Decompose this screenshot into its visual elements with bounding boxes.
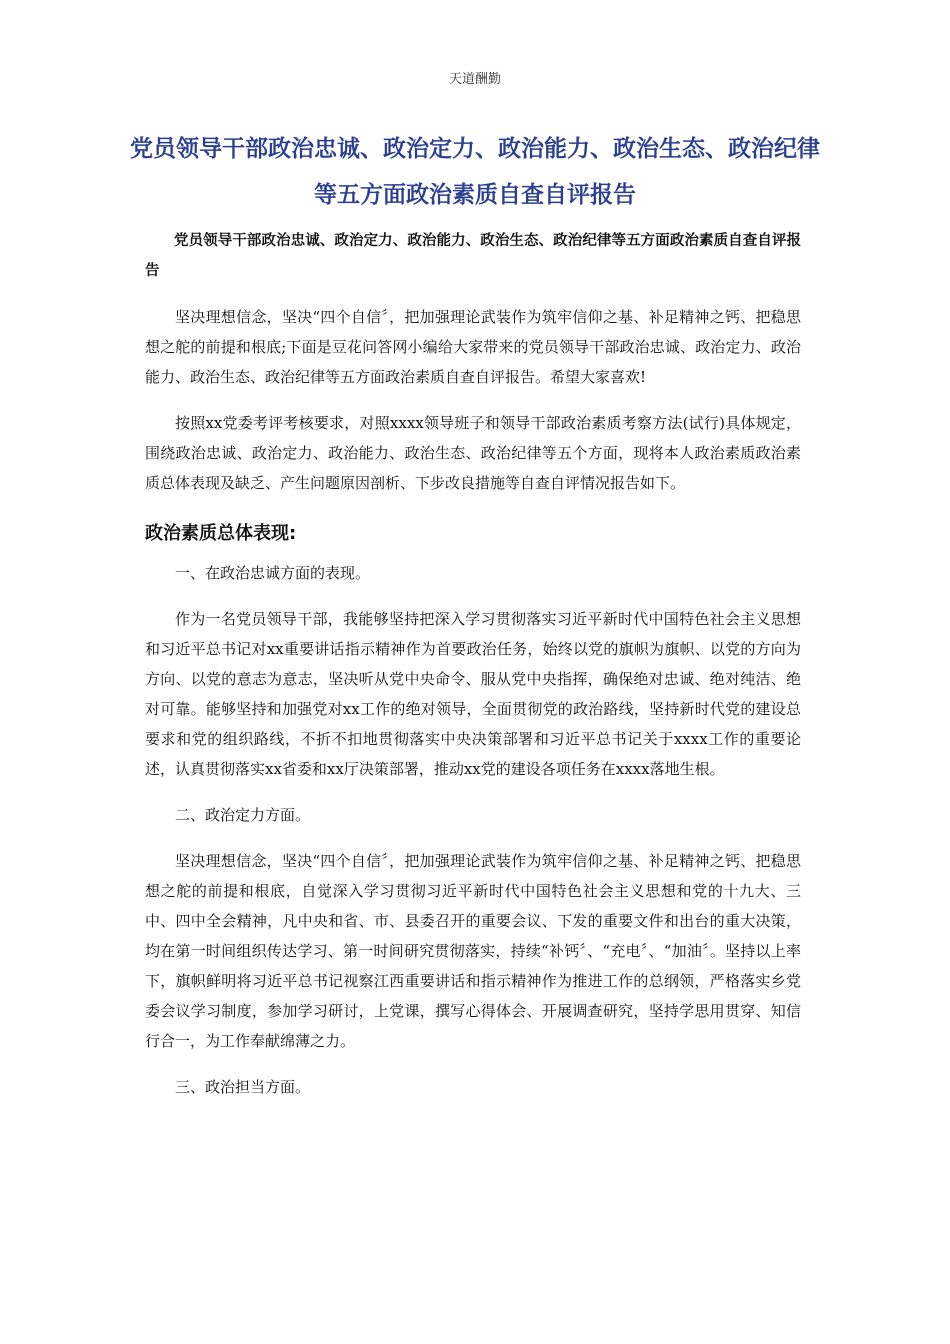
subsection-heading: 一、在政治忠诚方面的表现。 (175, 564, 371, 582)
document-title: 党员领导干部政治忠诚、政治定力、政治能力、政治生态、政治纪律等五方面政治素质自查自评报告 (130, 136, 820, 208)
subsection-heading: 三、政治担当方面。 (175, 1078, 311, 1096)
intro-paragraph: 坚决理想信念，坚决“四个自信〞，把加强理论武装作为筑牢信仰之基、补足精神之钙、把稳思想之舵的前提和根底;下面是豆花问答网小编给大家带来的党员领导干部政治忠诚、政治定力、政治能力、政治生态、政治纪律等五方面政治素质自查自评报告。希望大家喜欢! (145, 308, 801, 386)
subsection-heading: 二、政治定力方面。 (175, 806, 311, 824)
subsection-body: 作为一名党员领导干部，我能够坚持把深入学习贯彻落实习近平新时代中国特色社会主义思想和习近平总书记对xx重要讲话指示精神作为首要政治任务，始终以党的旗帜为旗帜、以党的方向为方向、以党的意志为意志，坚决听从党中央命令、服从党中央指挥，确保绝对忠诚、绝对纯洁、绝对可靠。能够坚持和加强党对xx工作的绝对领导，全面贯彻党的政治路线，坚持新时代党的建设总要求和党的组织路线，不折不扣地贯彻落实中央决策部署和习近平总书记关于xxxx工作的重要论述，认真贯彻落实xx省委和xx厅决策部署，推动xx党的建设各项任务在xxxx落地生根。 (145, 610, 801, 778)
intro-paragraph: 按照xx党委考评考核要求，对照xxxx领导班子和领导干部政治素质考察方法(试行)具体规定，围绕政治忠诚、政治定力、政治能力、政治生态、政治纪律等五个方面，现将本人政治素质政治素质总体表现及缺乏、产生问题原因剖析、下步改良措施等自查自评情况报告如下。 (145, 414, 801, 492)
header-note: 天道酬勤 (448, 72, 501, 87)
subsection-body: 坚决理想信念，坚决“四个自信〞，把加强理论武装作为筑牢信仰之基、补足精神之钙、把稳思想之舵的前提和根底，自觉深入学习贯彻习近平新时代中国特色社会主义思想和党的十九大、三中、四中全会精神，凡中央和省、市、县委召开的重要会议、下发的重要文件和出台的重大决策，均在第一时间组织传达学习、第一时间研究贯彻落实，持续“补钙〞、“充电〞、“加油〞。坚持以上率下，旗帜鲜明将习近平总书记视察江西重要讲话和指示精神作为推进工作的总纲领，严格落实乡党委会议学习制度，参加学习研讨，上党课，撰写心得体会、开展调查研究，坚持学思用贯穿、知信行合一，为工作奉献绵薄之力。 (145, 852, 801, 1050)
section-heading: 政治素质总体表现: (145, 523, 297, 544)
document-body (145, 226, 801, 1118)
document-subtitle: 党员领导干部政治忠诚、政治定力、政治能力、政治生态、政治纪律等五方面政治素质自查自评报告 (145, 233, 801, 279)
